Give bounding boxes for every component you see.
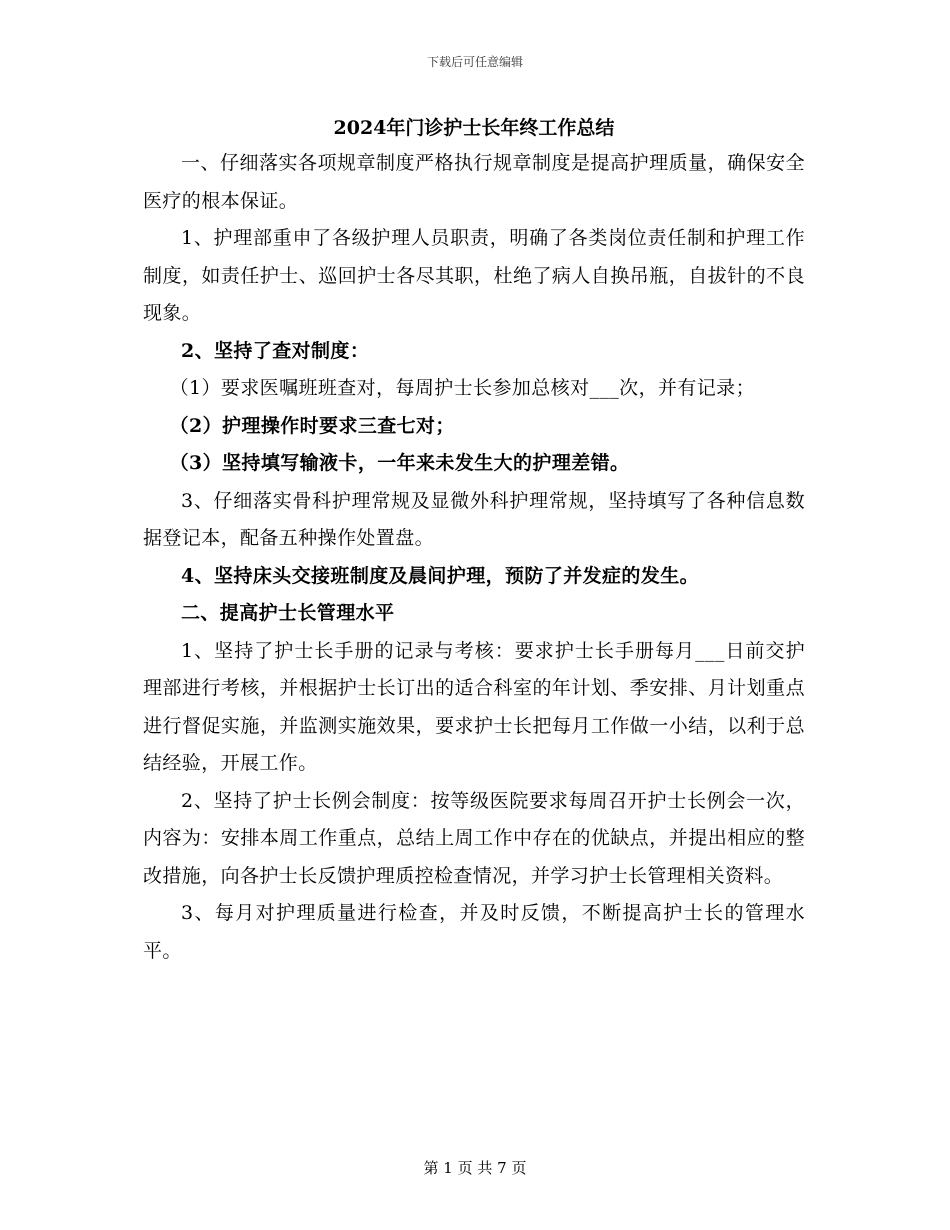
header-note: 下载后可任意编辑 <box>426 55 523 69</box>
paragraph-2-2: 2、坚持了护士长例会制度：按等级医院要求每周召开护士长例会一次，内容为：安排本周工作重点，总结上周工作中存在的优缺点，并提出相应的整改措施，向各护士长反馈护理质控检查情况，并学习护士长管理相关资料。 <box>143 789 805 887</box>
paragraph-1-4: 4、坚持床头交接班制度及晨间护理，预防了并发症的发生。 <box>181 564 700 587</box>
paragraph-1-2-2: （2）护理操作时要求三查七对； <box>169 414 455 437</box>
document-body <box>143 113 805 970</box>
paragraph-1-2-1: （1）要求医嘱班班查对，每周护士长参加总核对___次，并有记录； <box>169 377 755 399</box>
section-2-heading: 二、提高护士长管理水平 <box>181 602 395 624</box>
paragraph-1-3: 3、仔细落实骨科护理常规及显微外科护理常规，坚持填写了各种信息数据登记本，配备五种操作处置盘。 <box>143 489 805 549</box>
paragraph-1-1: 1、护理部重申了各级护理人员职责，明确了各类岗位责任制和护理工作制度，如责任护士、巡回护士各尽其职，杜绝了病人自换吊瓶，自拔针的不良现象。 <box>143 227 805 324</box>
paragraph-1-2-3: （3）坚持填写输液卡，一年来未发生大的护理差错。 <box>169 452 630 474</box>
paragraph-1-2: 2、坚持了查对制度： <box>181 339 370 362</box>
section-1-heading: 一、仔细落实各项规章制度严格执行规章制度是提高护理质量，确保安全医疗的根本保证。 <box>143 152 805 212</box>
paragraph-2-3: 3、每月对护理质量进行检查，并及时反馈，不断提高护士长的管理水平。 <box>143 902 805 962</box>
page-footer: 第 1 页 共 7 页 <box>423 1159 527 1177</box>
paragraph-2-1: 1、坚持了护士长手册的记录与考核：要求护士长手册每月___日前交护理部进行考核，并根据护士长订出的适合科室的年计划、季安排、月计划重点进行督促实施，并监测实施效果，要求护士长把每月工作做一小结，以利于总结经验，开展工作。 <box>143 639 805 774</box>
document-title: 2024年门诊护士长年终工作总结 <box>333 117 615 139</box>
